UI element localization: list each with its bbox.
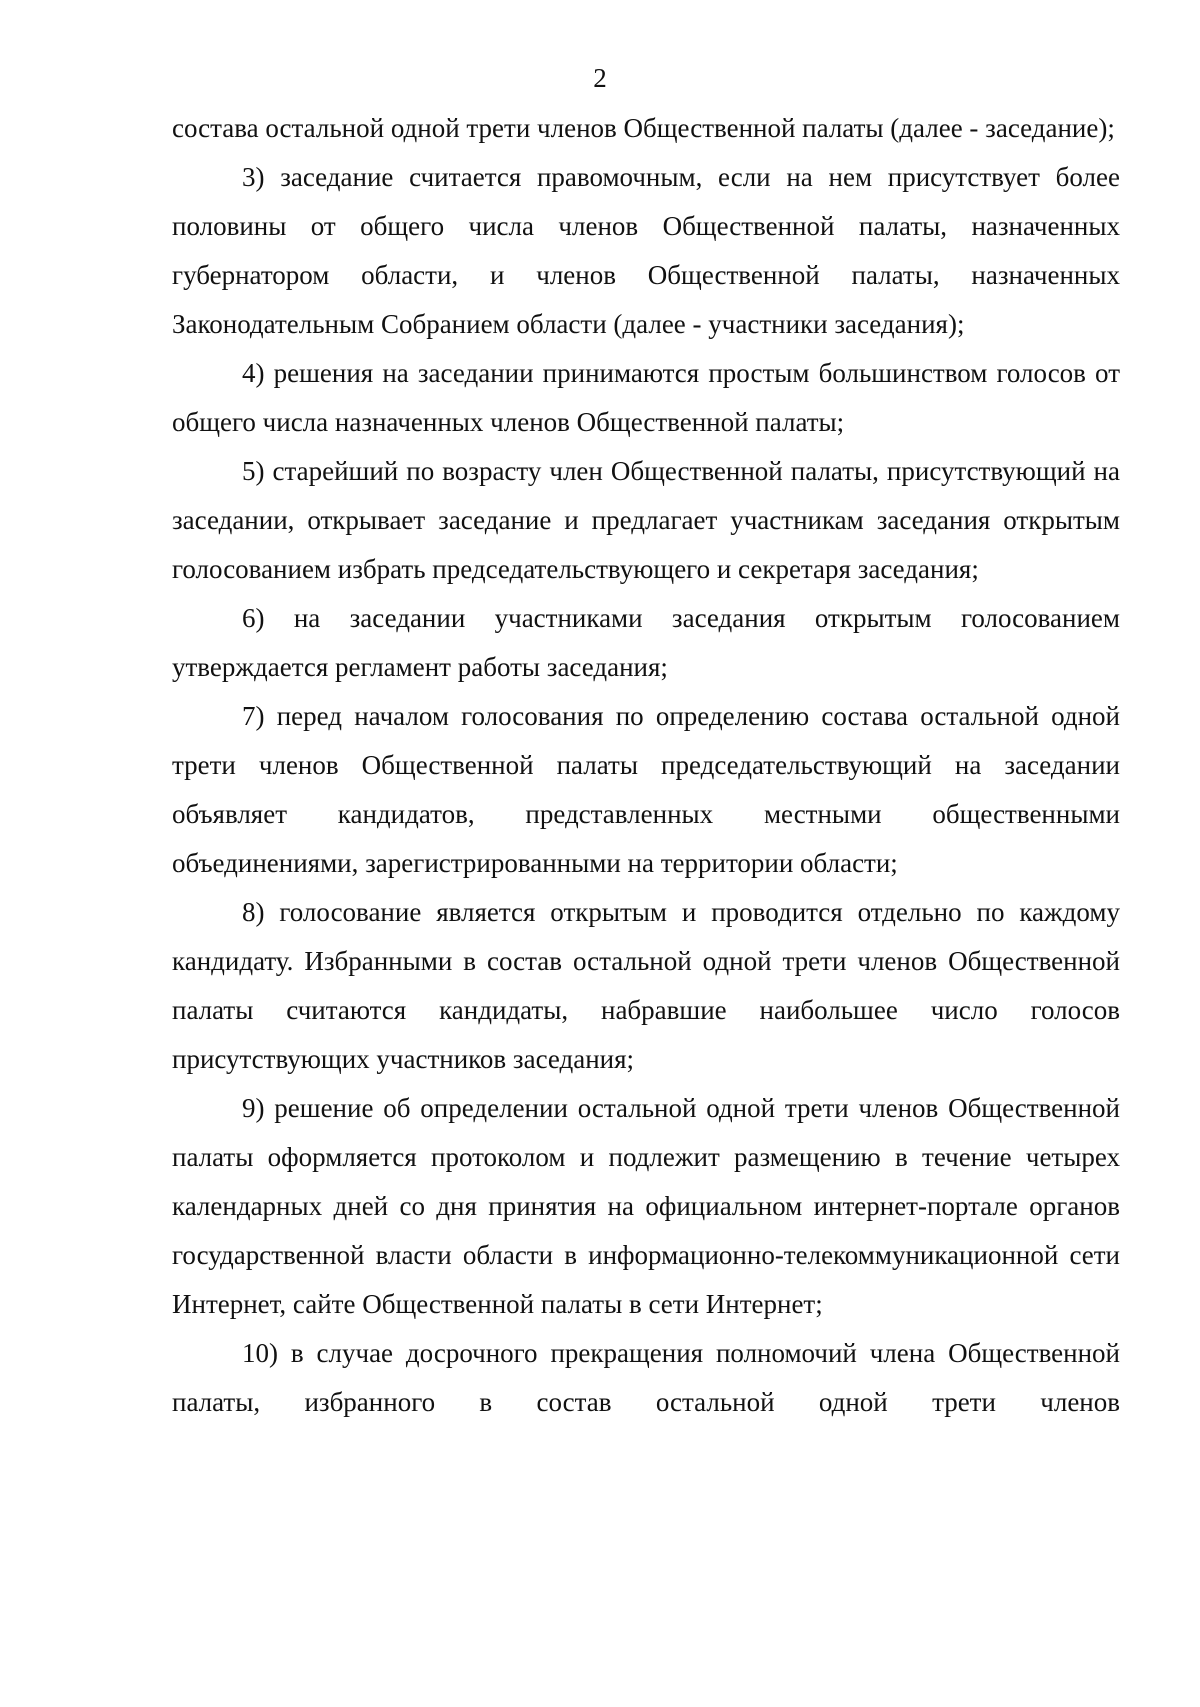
paragraph-item-6: 6) на заседании участниками заседания открытым голосованием утверждается регламент работы заседания;: [172, 603, 1120, 682]
paragraph-item-9: 9) решение об определении остальной одной трети членов Общественной палаты оформляется протоколом и подлежит размещению в течение четырех календарных дней со дня принятия на официальном интернет-портале органов государственной власти области в информационно-телекоммуникационной сети Интернет, сайте Общественной палаты в сети Интернет;: [172, 1093, 1120, 1319]
paragraph-item-8: 8) голосование является открытым и проводится отдельно по каждому кандидату. Избранными в состав остальной одной трети членов Общественной палаты считаются кандидаты, набравшие наибольшее число голосов присутствующих участников заседания;: [172, 897, 1120, 1074]
page-number: 2: [593, 63, 607, 93]
paragraph-item-3: 3) заседание считается правомочным, если на нем присутствует более половины от общего числа членов Общественной палаты, назначенных губернатором области, и членов Общественной палаты, назначенных Законодательным Собранием области (далее - участники заседания);: [172, 162, 1120, 339]
document-body: [172, 104, 1120, 1427]
paragraph-item-4: 4) решения на заседании принимаются простым большинством голосов от общего числа назначенных членов Общественной палаты;: [172, 358, 1120, 437]
paragraph-item-10: 10) в случае досрочного прекращения полномочий члена Общественной палаты, избранного в состав остальной одной трети членов: [172, 1338, 1120, 1417]
paragraph-continuation: состава остальной одной трети членов Общественной палаты (далее - заседание);: [172, 113, 1115, 143]
paragraph-item-5: 5) старейший по возрасту член Общественной палаты, присутствующий на заседании, открывает заседание и предлагает участникам заседания открытым голосованием избрать председательствующего и секретаря заседания;: [172, 456, 1120, 584]
paragraph-item-7: 7) перед началом голосования по определению состава остальной одной трети членов Общественной палаты председательствующий на заседании объявляет кандидатов, представленных местными общественными объединениями, зарегистрированными на территории области;: [172, 701, 1120, 878]
